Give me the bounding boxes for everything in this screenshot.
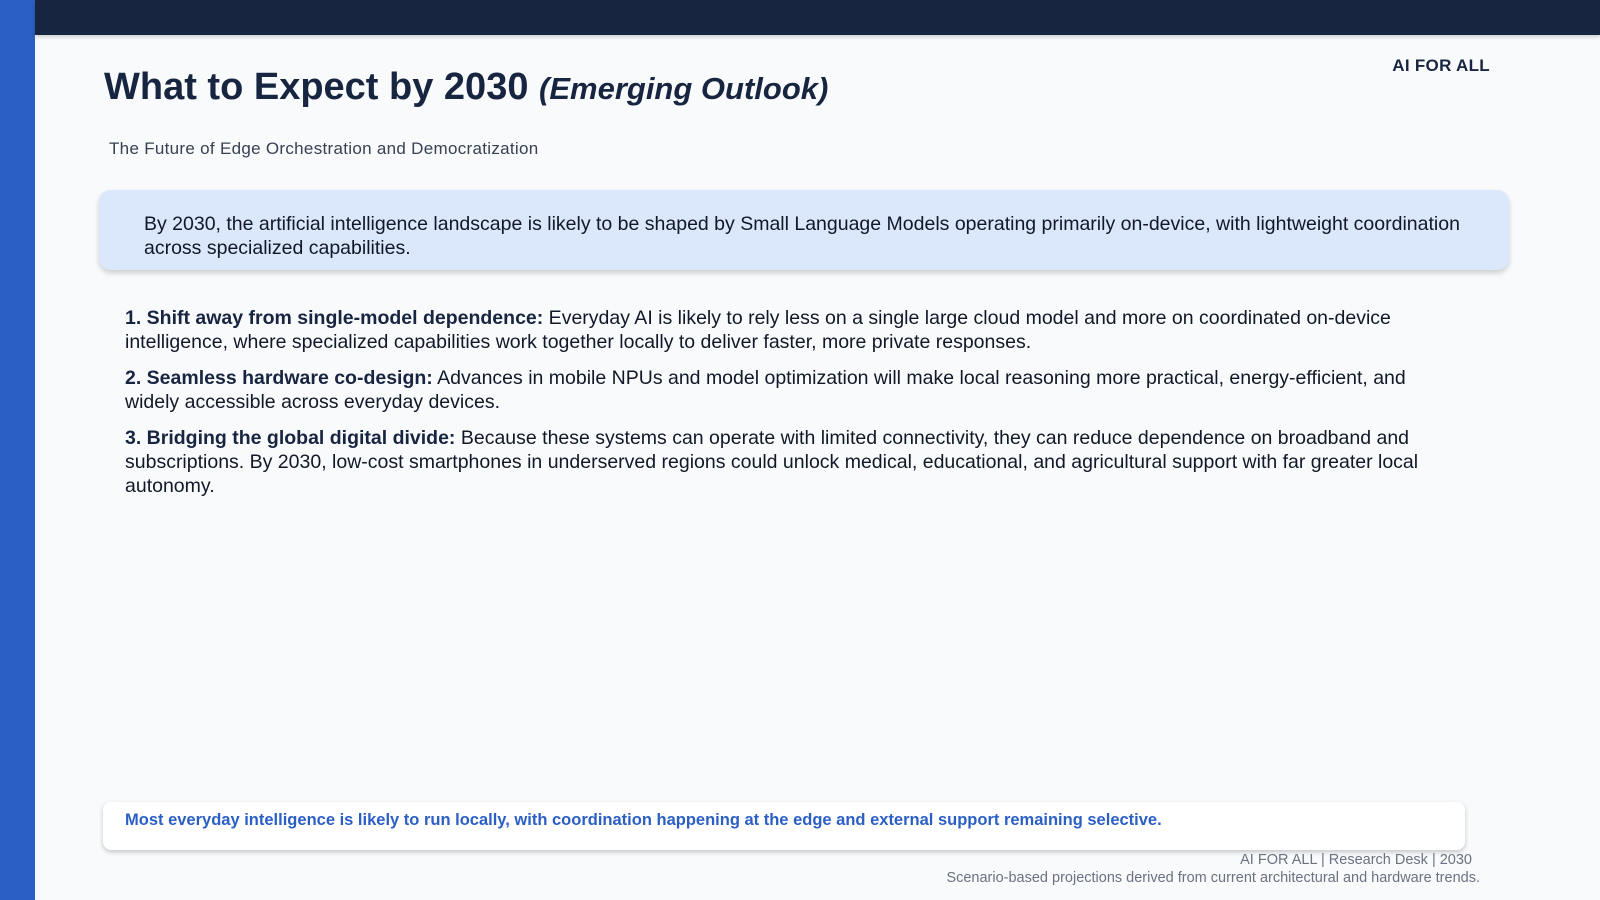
summary-text: By 2030, the artificial intelligence landscape is likely to be shaped by Small Language Models operating primarily on-device, with lightweight coordination across specialized capabilities.	[144, 213, 1460, 259]
title-emphasis: (Emerging Outlook)	[539, 71, 829, 106]
brand-label: AI FOR ALL	[1392, 56, 1490, 75]
title-main: What to Expect by 2030	[104, 66, 540, 108]
point-lead: 3. Bridging the global digital divide:	[125, 427, 456, 449]
point-text: Advances in mobile NPUs and model optimization will make local reasoning more practical, energy-efficient, and widely accessible across everyday devices.	[125, 367, 1406, 413]
page-title	[104, 66, 828, 109]
callout-text: Most everyday intelligence is likely to run locally, with coordination happening at the edge and external support remaining selective.	[125, 811, 1162, 829]
top-header-bar	[35, 0, 1600, 35]
footer-note: Scenario-based projections derived from current architectural and hardware trends.	[946, 870, 1480, 886]
left-accent-bar	[0, 0, 35, 900]
point-item	[125, 426, 1435, 498]
point-lead: 1. Shift away from single-model dependence:	[125, 307, 544, 329]
point-text: Everyday AI is likely to rely less on a single large cloud model and more on coordinated on-device intelligence, where specialized capabilities work together locally to deliver faster, more private responses.	[125, 307, 1391, 353]
point-item	[125, 306, 1435, 354]
points-list	[125, 306, 1435, 510]
point-text: Because these systems can operate with limited connectivity, they can reduce dependence on broadband and subscriptions. By 2030, low-cost smartphones in underserved regions could unlock medical, educational, and agricultural support with far greater local autonomy.	[125, 427, 1419, 497]
callout-box	[103, 802, 1465, 850]
page-subtitle: The Future of Edge Orchestration and Democratization	[109, 139, 539, 158]
summary-box	[99, 190, 1509, 270]
point-lead: 2. Seamless hardware co-design:	[125, 367, 433, 389]
footer-credit: AI FOR ALL | Research Desk | 2030	[1240, 852, 1472, 868]
point-item	[125, 366, 1435, 414]
